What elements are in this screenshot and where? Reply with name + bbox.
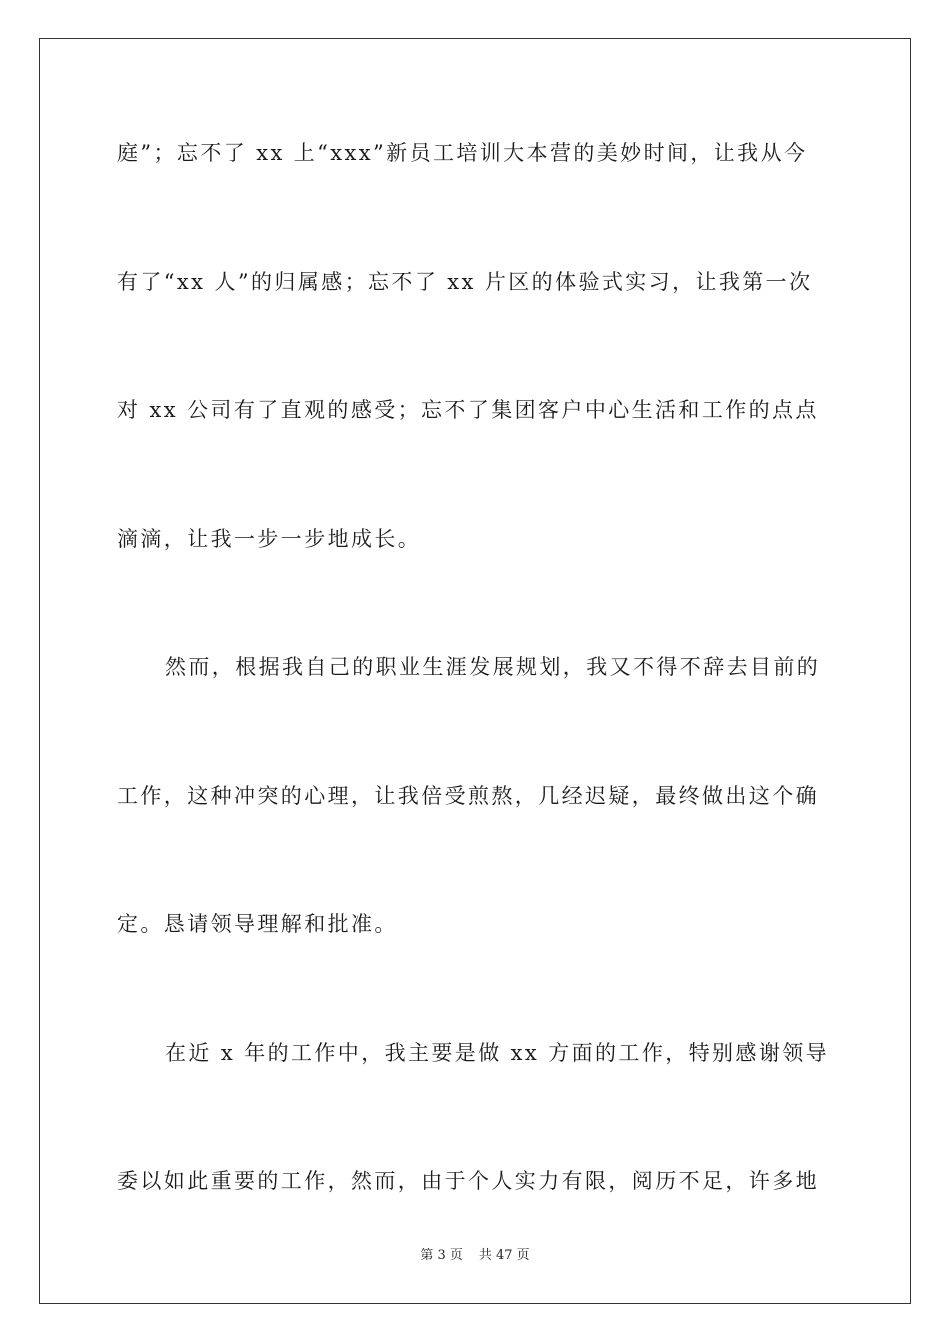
page-number: 第 3 页 (420, 1248, 463, 1263)
text-line: 工作，这种冲突的心理，让我倍受煎熬，几经迟疑，最终做出这个确 (117, 783, 819, 808)
page-footer (0, 1244, 950, 1263)
paragraph-start-line: 在近 x 年的工作中，我主要是做 xx 方面的工作，特别感谢领导 (165, 1040, 830, 1065)
text-line: 有了“xx 人”的归属感；忘不了 xx 片区的体验式实习，让我第一次 (117, 269, 813, 294)
document-body (117, 125, 832, 1282)
text-line: 委以如此重要的工作，然而，由于个人实力有限，阅历不足，许多地 (117, 1169, 819, 1193)
text-line: 庭”；忘不了 xx 上“xxx”新员工培训大本营的美妙时间，让我从今 (117, 141, 808, 165)
text-line: 对 xx 公司有了直观的感受；忘不了集团客户中心生活和工作的点点 (117, 398, 819, 422)
text-line: 滴滴，让我一步一步地成长。 (117, 526, 422, 551)
text-line: 定。恳请领导理解和批准。 (117, 912, 398, 936)
page-total: 共 47 页 (478, 1248, 530, 1263)
paragraph-start-line: 然而，根据我自己的职业生涯发展规划，我又不得不辞去目前的 (165, 655, 821, 679)
